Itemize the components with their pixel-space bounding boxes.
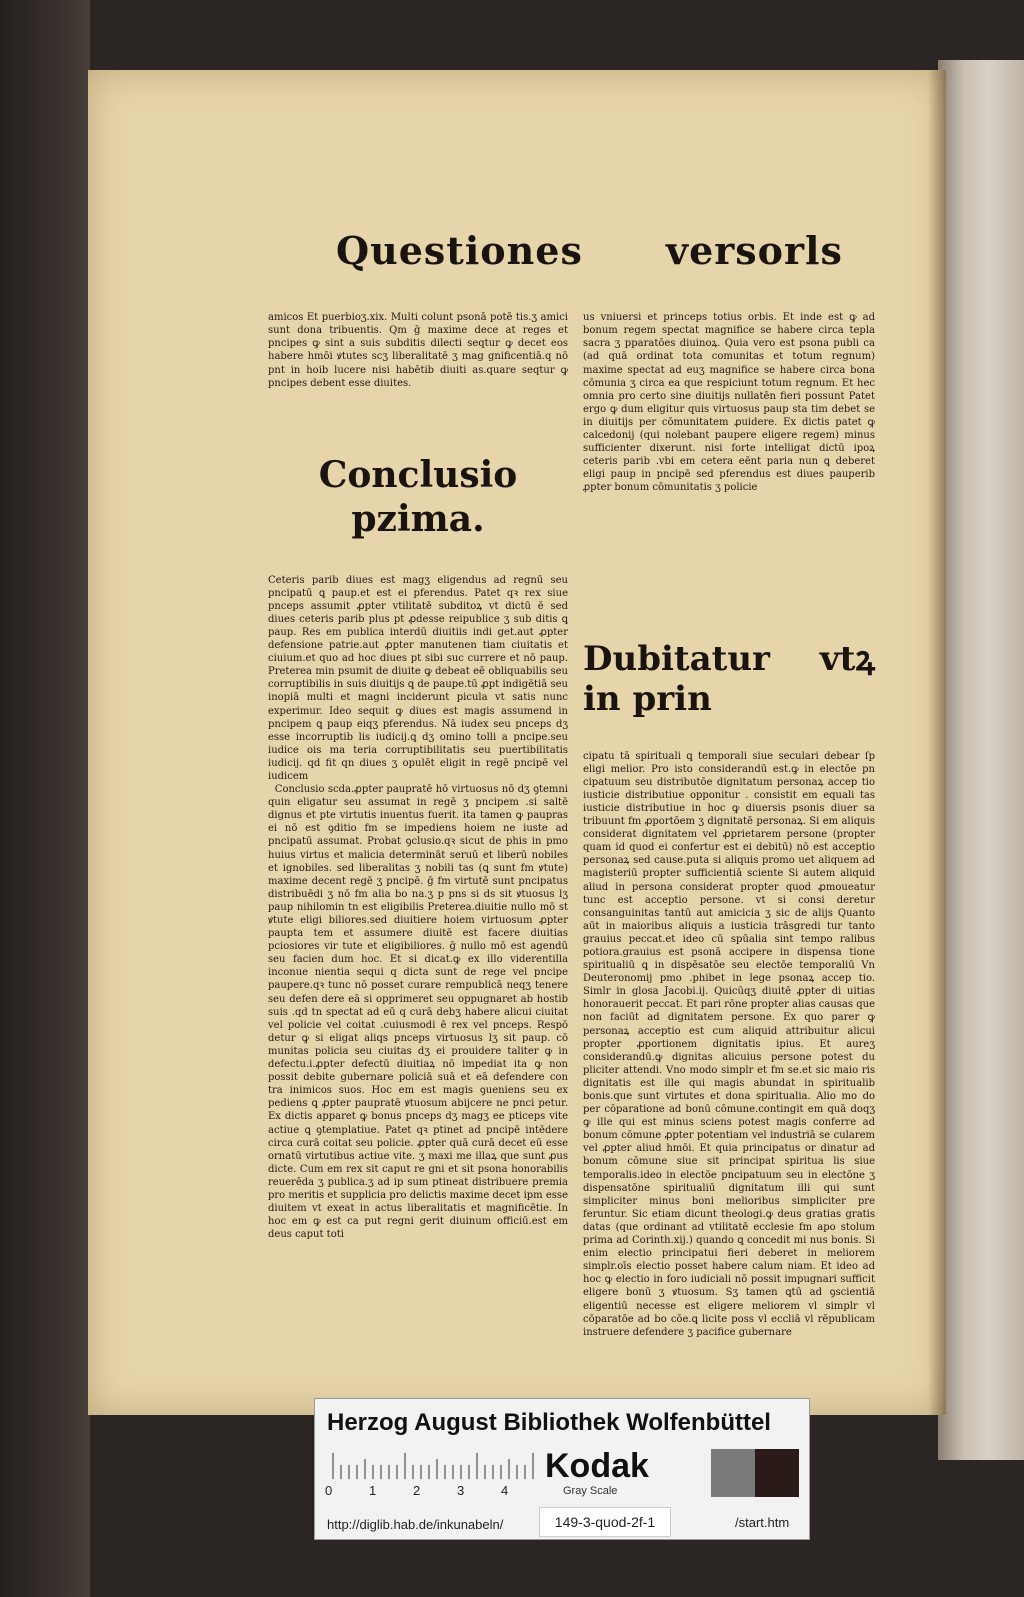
library-name: Herzog August Bibliothek Wolfenbüttel — [327, 1409, 771, 1436]
gutter-shadow — [928, 70, 946, 1415]
gray-swatch — [711, 1449, 755, 1497]
ruler-number: 3 — [457, 1483, 465, 1498]
paragraph: cipatu tā spirituali ꝗ temporali siue seculari debear ſp eligi melior. Pro isto considerandū est.ꝙ in electōe pn cipatuum seu distributōe dignitatum personaꝝ accep tio iusticie distributiue opponitur . consistit em equali tas iusticie distributiue in hoc ꝙ diuersis psonis diuer sa tribuunt fm ꝓportōem ʒ dignitatē personaꝝ. Si em aliquis considerat dignitatem vel ꝓprietarem persone (propter quam id quod ei confertur est ei debitū) nō est acceptio personaꝝ sed cause.puta si aliquis promo uet aliquem ad magisteriū propter sufficientiā sciente Si autem aliquid aliud in persona considerat propter quod ꝓmoueatur tunc est acceptio persone. vt si consi deretur consanguinitas tantū aut amicicia ʒ sic de alijs Quanto aūt in maioribus aliquis a iusticia trāsgredi tur tanto grauius peccat.et ideo cū spūalia sint tempo ralibus potiora.grauius est psonā accipere in dispensa tione spiritualiū ꝗ in dispēsatōe seu electōe temporaliū Vn Deuteronomij pmo .phibet in lege psonaꝝ accep tio. Simlr in glosa Jacobi.ij. Quicūqʒ diuitē ꝓpter di uitias honorauerit peccat. Et pari rōne propter alias causas que non faciūt ad dignitatem persone. Ex quo parer ꝙ personaꝝ acceptio est cum aliquid attribuitur alicui propter ꝓportionem dignitatis ipius. Et aureʒ considerandū.ꝙ dignitas alicuius persone potest du pliciter attendi. Vno modo simplr et fm se.et sic maio ris dignitatis est ille qui magis abundat in spiritualib bonis.que sunt virtutes et dona spiritualia. Alio mo do per cōparatione ad bonū cōmune.contingit em quā doqʒ ꝙ ille qui est minus sciens potest magis conferre ad bonum cōmune ꝓpter potentiam vel industriā se cularem vel ꝓpter aliud hmōi. Et quia principatus or dinatur ad bonum cōmune siue sit principat spiritua lis siue temporalis.ideo in electōe pncipatuum seu in electōne ʒ dispensatōne spiritualiū dignitatum illi qui sunt simpliciter minus boni melioribus simpliciter pre feruntur. Sic etiam dicunt theologi.ꝙ deus gratias gratis datas (que ordinant ad vtilitatē ecclesie fm apo stolum prima ad Corinth.xij.) quando ꝗ concedit mi nus bonis. Si enim electio principatui fieri deberet in meliorem simplr.oīs electio posset habere calum niam. Et ideo ad hoc ꝙ electio in foro iudiciali nō possit impugnari sufficit eligere bonū ʒ ꝟtuosum. Sʒ tamen ꝗtū ad ꝯscientiā eligentiū necesse est eligere meliorem vl simplr vl cōparatōe ad bo cōe.ꝗ licite poss vl eccliā vl rēpublicam instruere defendere ʒ pacifice gubernare — [583, 750, 879, 1338]
ruler-number: 1 — [369, 1483, 377, 1498]
paragraph: us vniuersi et princeps totius orbis. Et inde est ꝙ ad bonum regem spectat magnifice se habere circa tepla sacra ʒ pparatōes diuinoꝝ. Quia vero est psona publi ca (ad quā ordinat tota comunitas et totum regnum) maxime spectat ad euʒ magnifice se habere circa bona cōmunia ʒ circa ea que respiciunt totum regnum. Et hec omnia pro certo sine diuitijs nullatēn fieri possunt Patet ergo ꝙ dum eligitur quis virtuosus paup sta tim debet se in diuitijs per cōmunitatem ꝓuidere. Ex dictis patet ꝙ calcedonij (qui nolebant paupere eligere regem) minus sufficienter dixerunt. nisi forte intelligat dictū ipoꝝ ceteris parib .vbi em cetera eēnt paria nun ꝗ deberet eligi paup in pncipē sed pferendus est diues pauperib ꝓpter bonum cōmunitatis ʒ policie — [583, 312, 879, 494]
left-column — [268, 285, 572, 1382]
running-header — [88, 228, 946, 288]
start-link[interactable]: /start.htm — [735, 1515, 790, 1530]
gray-scale-text: Gray Scale — [563, 1485, 618, 1497]
library-label — [314, 1398, 810, 1540]
background-left — [0, 0, 90, 1597]
library-url[interactable]: http://diglib.hab.de/inkunabeln/ — [327, 1517, 504, 1532]
section-title: Dubitatur vtꝝ in prin — [583, 639, 887, 720]
ruler — [329, 1449, 535, 1479]
header-right: versorls — [666, 228, 843, 273]
ruler-number: 2 — [413, 1483, 421, 1498]
dark-swatch — [755, 1449, 799, 1497]
adjacent-page-edge — [938, 60, 1024, 1460]
page — [88, 70, 946, 1415]
document-id: 149-3-quod-2f-1 — [539, 1507, 671, 1537]
right-column — [583, 285, 887, 1426]
ruler-number: 0 — [325, 1483, 333, 1498]
kodak-brand: Kodak — [545, 1447, 649, 1485]
ruler-number: 4 — [501, 1483, 509, 1498]
section-title: Conclusio pzima. — [318, 454, 530, 541]
header-left: Questiones — [336, 228, 583, 273]
url-row — [315, 1507, 809, 1537]
paragraph: amicos Et puerbioʒ.xix. Multi colunt psonā potē tis.ʒ amici sunt dona tribuentis. Qm ḡ maxime dece at reges et pncipes ꝙ sint a suis subditis dilecti seqtur ꝙ decet eos habere hmōi ꝟtutes scʒ liberalitatē ʒ mag gnificentiā.q nō pnt in hoib lucere nisi habētib diuiti as.quare seqtur ꝙ pncipes debent esse diuites. — [268, 312, 572, 389]
paragraph: Ceteris parib diues est magʒ eligendus ad regnū seu pncipatū ꝗ paup.et est ei pferendus. Patet qꝛ rex siue pnceps assumit ꝓpter vtilitatē subditoꝝ vt dictū ē sed diues ceteris parib plus pt ꝓdesse reipublice ʒ sub ditis ꝗ paup. Res em publica interdū diuitiis indi get.aut ꝓpter defensione patrie.aut ꝓpter manutenen tiam ciuitatis et ciuium.et quo ad hoc diues pt sibi suc currere et nō paup. Preterea min psumit de diuite ꝙ debeat eē obliquabilis seu corruptibilis in suis diuitijs ꝗ de paupe.tū ꝓpt indigētiā seu inopiā multi et magni inciderunt picula vt satis nunc experimur. Ideo sequit ꝙ diues est magis assumend in pncipem ꝗ paup eiqʒ pferendus. Nā iudex seu pnceps dʒ esse incorruptib lis iudicij.ꝗ dʒ omino tolli a pncipe.seu iudice ois ma teria corruptibilitatis seu puertibilitatis iudicij. qd fit qn diues ʒ opulēt eligit in regē pncipē vel iudicem Conclusio scda.ꝓpter paupratē hō virtuosus nō dʒ ꝯtemni quin eligatur seu assumat in regē ʒ pncipem .si saltē dignus et pte virtutis inuentus fuerit. ita tamen ꝙ paupras ei nō est ꝯditio fm se impediens hoiem ne iuste ad pncipatū assumat. Probat ꝯclusio.qꝛ sicut de phis in pmo huius virtus et malicia determināt seruū et liberū nobiles et ignobiles. sed liberalitas ʒ nobili tas (ꝗ sunt fm ꝟtute) maxime decent regē ʒ pncipē. ḡ fm virtutē sunt pncipatus distribuēdi ʒ nō fm alia bo na.ʒ p pns si ds sit ꝟtuosus lʒ paup nihilomin tn est eligibilis Preterea.diuitie nullo mō st ꝟtute eligi biliores.sed diuitiere hoiem virtuosum ꝓpter paupta tem et assumere diuitē est facere diuitias pciosiores vir tute et eligibiliores. ḡ nullo mō est agendū seu facien dum hoc. Et si dicat.ꝙ ex illo viderentilla inconue nientia sequi q dicta sunt de rege vel pncipe paupere.qꝛ tunc nō posset curare rempublicā neqʒ tenere seu defen dere eā si opprimeret seu oppugnaret ab hostib suis .qd tn spectat ad eū q curā debʒ habere alicui ciuitat vel policie vel coitat .cuiusmodi ē rex vel pnceps. Respō detur ꝙ si eligat aliqs pnceps virtuosus lʒ sit paup. cō munitas policia seu ciuitas dʒ ei prouidere taliter ꝙ in defectu.i.ꝓpter defectū diuitiaꝝ nō impediat ita ꝙ non possit debite gubernare policiā suā et eā defendere con tra inimicos suos. Hoc em est magis ꝯueniens seu ex pediens ꝗ ꝓpter paupratē ꝟtuosum abijcere ne pnci petur. Ex dictis apparet ꝙ bonus pnceps dʒ magʒ ee pticeps vite actiue ꝗ ꝯtemplatiue. Patet qꝛ ptinet ad pncipē intēdere circa curā coitat seu policie. ꝓpter quā curā decet eū esse ornatū virtutibus actiue vite. ʒ maxi me illaꝝ que sunt ꝓus dicte. Cum em rex sit caput re gni et sit psona honorabilis reuerēda ʒ publica.ʒ ad ip sum ptineat distribuere premia pro meritis et supplicia pro delictis maxime decet ipm esse diuitem vt exeat in actus liberalitatis et magnificētie. In hoc em ꝙ est ca put regni gerit diuinum officiū.est em deus caput toti — [268, 574, 568, 1241]
